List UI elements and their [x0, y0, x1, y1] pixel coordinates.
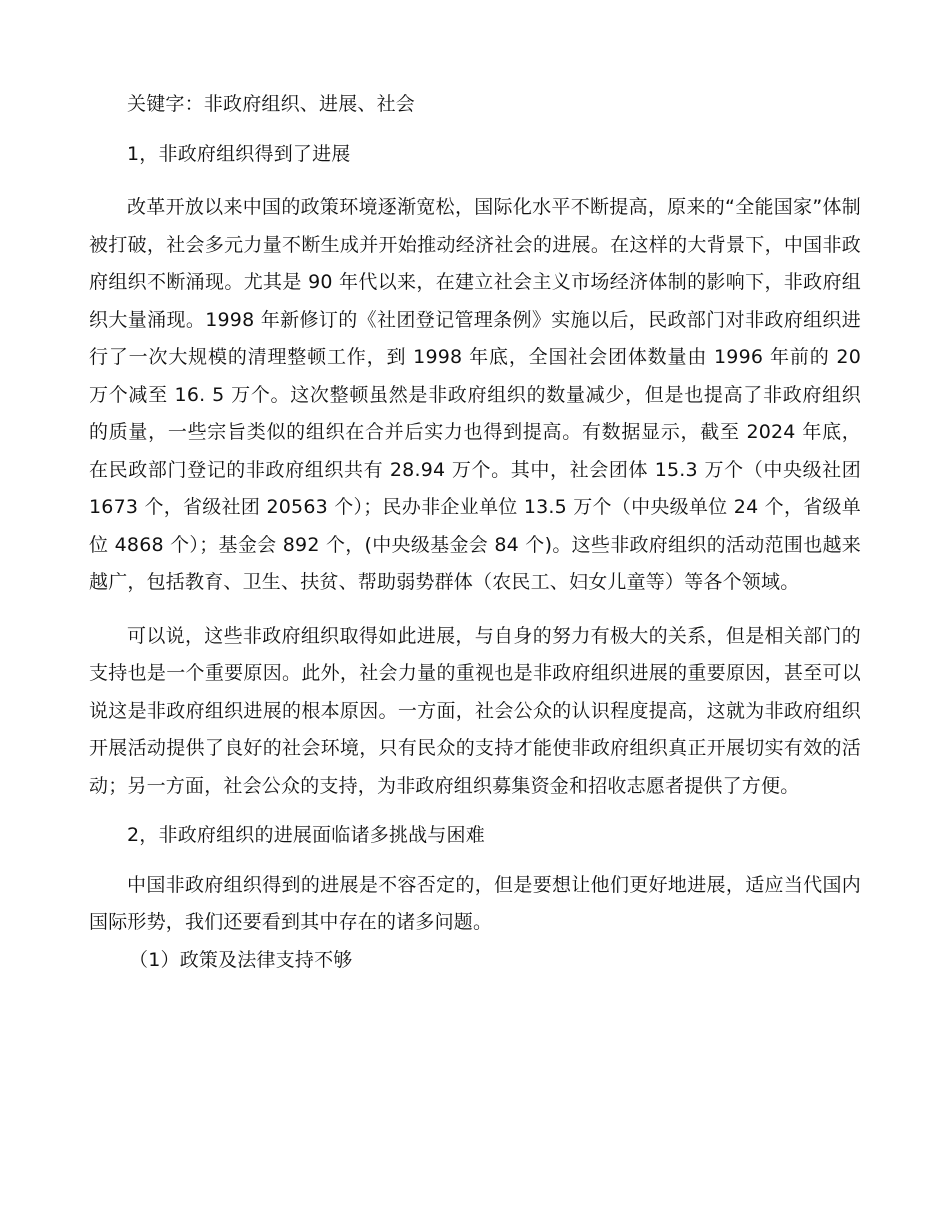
paragraph-3: 中国非政府组织得到的进展是不容否定的，但是要想让他们更好地进展，适应当代国内国际形势，我们还要看到其中存在的诸多问题。	[89, 873, 861, 933]
paragraph-1: 改革开放以来中国的政策环境逐渐宽松，国际化水平不断提高，原来的“全能国家”体制被打破，社会多元力量不断生成并开始推动经济社会的进展。在这样的大背景下，中国非政府组织不断涌现。尤其是 90 年代以来，在建立社会主义市场经济体制的影响下，非政府组织大量涌现。1998 年新修订的《社团登记管理条例》实施以后，民政部门对非政府组织进行了一次大规模的清理整顿工作，到 1998 年底，全国社会团体数量由 1996 年前的 20 万个减至 16. 5 万个。这次整顿虽然是非政府组织的数量减少，但是也提高了非政府组织的质量，一些宗旨类似的组织在合并后实力也得到提高。有数据显示，截至 2024 年底，在民政部门登记的非政府组织共有 28.94 万个。其中，社会团体 15.3 万个（中央级社团 1673 个，省级社团 20563 个）；民办非企业单位 13.5 万个（中央级单位 24 个，省级单位 4868 个）；基金会 892 个，(中央级基金会 84 个)。这些非政府组织的活动范围也越来越广，包括教育、卫生、扶贫、帮助弱势群体（农民工、妇女儿童等）等各个领域。	[89, 196, 861, 593]
document-body	[89, 86, 861, 979]
subsection-heading-1: （1）政策及法律支持不够	[129, 948, 353, 971]
keywords-line: 关键字：非政府组织、进展、社会	[127, 93, 416, 115]
section-heading-1: 1，非政府组织得到了进展	[127, 142, 351, 165]
section-heading-2: 2，非政府组织的进展面临诸多挑战与困难	[127, 824, 485, 846]
paragraph-2: 可以说，这些非政府组织取得如此进展，与自身的努力有极大的关系，但是相关部门的支持也是一个重要原因。此外，社会力量的重视也是非政府组织进展的重要原因，甚至可以说这是非政府组织进展的根本原因。一方面，社会公众的认识程度提高，这就为非政府组织开展活动提供了良好的社会环境，只有民众的支持才能使非政府组织真正开展切实有效的活动；另一方面，社会公众的支持，为非政府组织募集资金和招收志愿者提供了方便。	[89, 624, 861, 797]
